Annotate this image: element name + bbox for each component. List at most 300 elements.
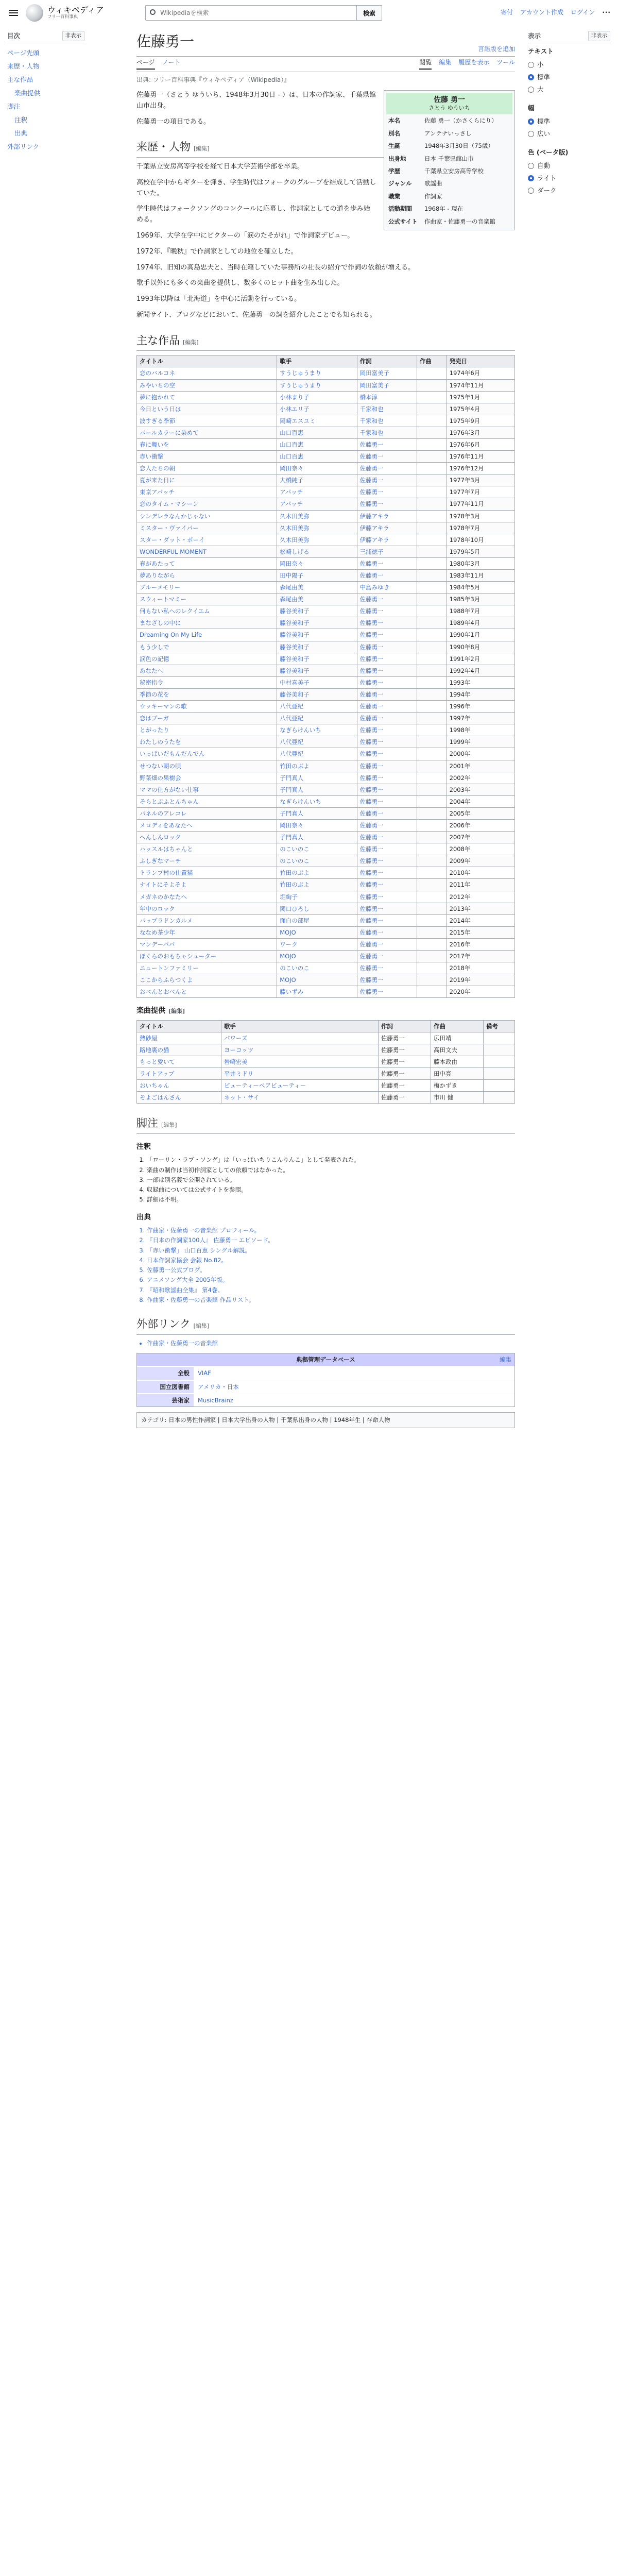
table-cell[interactable] [417, 688, 447, 700]
table-cell[interactable]: ウッキーマンの歌 [137, 701, 277, 713]
table-cell[interactable] [417, 629, 447, 641]
table-cell[interactable] [417, 914, 447, 926]
toc-item[interactable]: 楽曲提供 [14, 89, 41, 97]
table-cell[interactable]: アパッチ [277, 486, 357, 498]
table-cell[interactable]: 八代亜紀 [277, 748, 357, 760]
radio-icon[interactable] [528, 118, 534, 125]
table-cell[interactable]: ブルーメモリー [137, 582, 277, 594]
table-cell[interactable]: 三浦徳子 [357, 546, 417, 557]
site-logo[interactable] [26, 4, 108, 22]
table-cell[interactable]: 岡田奈々 [277, 557, 357, 569]
table-cell[interactable]: マンデーパパ [137, 938, 277, 950]
table-cell[interactable] [417, 879, 447, 891]
table-cell[interactable]: へんしんロック [137, 832, 277, 843]
table-cell[interactable]: 佐藤勇一 [357, 772, 417, 784]
table-cell[interactable]: 田中陽子 [277, 570, 357, 582]
table-cell[interactable]: 藤谷美和子 [277, 653, 357, 665]
works-column-header[interactable]: 作詞 [357, 355, 417, 367]
table-cell[interactable] [417, 510, 447, 522]
table-cell[interactable]: 中村喜美子 [277, 676, 357, 688]
table-cell[interactable]: ぼくらのおもちゃシューター [137, 951, 277, 962]
radio-option[interactable] [528, 160, 610, 172]
table-cell[interactable] [417, 403, 447, 415]
edit-section-link[interactable]: [編集] [168, 1008, 185, 1015]
table-cell[interactable] [417, 463, 447, 474]
table-cell[interactable]: 佐藤勇一 [357, 713, 417, 724]
table-cell[interactable]: ナイトにそよそよ [137, 879, 277, 891]
table-cell[interactable]: 佐藤勇一 [357, 962, 417, 974]
table-cell[interactable]: 佐藤勇一 [357, 463, 417, 474]
add-language-button[interactable]: 言語版を追加 [477, 45, 515, 53]
table-cell[interactable]: 伊藤アキラ [357, 510, 417, 522]
table-cell[interactable]: 佐藤勇一 [357, 438, 417, 450]
table-cell[interactable]: 恋のバルコネ [137, 367, 277, 379]
infobox-row [386, 127, 512, 140]
tab-history[interactable]: 履歴を表示 [458, 58, 490, 66]
table-cell[interactable]: いっぱいだもんだんでん [137, 748, 277, 760]
radio-option[interactable] [528, 172, 610, 184]
table-cell[interactable]: 藤いずみ [277, 986, 357, 998]
table-cell[interactable]: 千家和也 [357, 415, 417, 427]
table-cell[interactable]: 佐藤勇一 [357, 474, 417, 486]
table-cell[interactable] [417, 748, 447, 760]
table-cell[interactable]: ネット・サイ [221, 1092, 378, 1104]
table-cell[interactable]: とがったり [137, 724, 277, 736]
radio-option[interactable] [528, 115, 610, 128]
toc-item[interactable]: 外部リンク [7, 143, 40, 150]
table-cell[interactable]: ヨーコッツ [221, 1044, 378, 1056]
navbox-value[interactable]: VIAF [194, 1366, 514, 1380]
table-cell[interactable]: 大橋純子 [277, 474, 357, 486]
table-cell[interactable] [417, 974, 447, 986]
source-item[interactable]: 5. 佐藤勇一公式ブログ。 [147, 1266, 515, 1275]
works-column-header[interactable]: 作曲 [417, 355, 447, 367]
donate-link[interactable]: 寄付 [501, 9, 513, 16]
table-cell[interactable]: 堀絢子 [277, 891, 357, 903]
more-menu-icon[interactable]: ··· [602, 9, 611, 16]
table-cell[interactable]: 藤谷美和子 [277, 688, 357, 700]
table-cell[interactable]: のこいのこ [277, 855, 357, 867]
table-cell[interactable]: 佐藤勇一 [357, 688, 417, 700]
table-row [137, 438, 515, 450]
table-cell[interactable]: すうじゅうまり [277, 379, 357, 391]
table-cell[interactable]: 東京アパッチ [137, 486, 277, 498]
radio-option[interactable] [528, 71, 610, 83]
table-cell[interactable]: 佐藤勇一 [357, 951, 417, 962]
source-item[interactable]: 2. 『日本の作詞家100人』 佐藤勇一 エピソード。 [147, 1236, 515, 1245]
table-cell[interactable]: メロディをあなたへ [137, 819, 277, 831]
table-cell[interactable] [417, 570, 447, 582]
table-cell[interactable]: 子門真人 [277, 807, 357, 819]
table-cell[interactable]: まなざしの中に [137, 617, 277, 629]
table-cell[interactable]: 佐藤勇一 [357, 570, 417, 582]
table-cell[interactable]: 久木田美弥 [277, 534, 357, 546]
table-cell[interactable] [417, 605, 447, 617]
table-cell[interactable]: ここからふらつくよ [137, 974, 277, 986]
toc-item[interactable]: 脚注 [7, 103, 21, 110]
source-item[interactable]: 1. 作曲家・佐藤勇一の音楽館 プロフィール。 [147, 1226, 515, 1235]
table-cell[interactable]: 佐藤勇一 [357, 594, 417, 605]
appearance-hide-button[interactable]: 非表示 [588, 31, 611, 41]
tab-read[interactable]: 閲覧 [419, 58, 432, 70]
table-cell[interactable]: 子門真人 [277, 784, 357, 795]
table-cell[interactable]: 八代亜紀 [277, 701, 357, 713]
table-cell[interactable]: 千家和也 [357, 427, 417, 438]
table-cell[interactable] [417, 367, 447, 379]
table-cell[interactable] [417, 427, 447, 438]
table-cell[interactable]: 小林まり子 [277, 391, 357, 403]
table-cell[interactable] [417, 617, 447, 629]
table-cell[interactable]: 佐藤勇一 [357, 986, 417, 998]
table-cell[interactable] [417, 557, 447, 569]
table-cell[interactable]: 路地裏の猫 [137, 1044, 221, 1056]
table-cell[interactable]: 佐藤勇一 [357, 760, 417, 772]
table-cell[interactable]: 松崎しげる [277, 546, 357, 557]
table-cell[interactable]: 佐藤勇一 [357, 605, 417, 617]
table-cell[interactable]: 熱砂屋 [137, 1032, 221, 1044]
table-cell[interactable]: 佐藤勇一 [357, 891, 417, 903]
source-item[interactable]: 4. 日本作詞家協会 会報 No.82。 [147, 1256, 515, 1265]
table-cell[interactable] [417, 891, 447, 903]
table-cell[interactable] [417, 951, 447, 962]
radio-option[interactable] [528, 184, 610, 197]
table-cell[interactable] [417, 379, 447, 391]
table-cell[interactable]: 季節の花を [137, 688, 277, 700]
table-cell[interactable]: 佐藤勇一 [357, 867, 417, 879]
main-menu-icon[interactable] [7, 7, 20, 19]
radio-icon[interactable] [528, 175, 534, 181]
table-cell[interactable] [417, 474, 447, 486]
navbox-edit-link[interactable]: 編集 [500, 1355, 511, 1363]
table-cell[interactable]: 佐藤勇一 [357, 926, 417, 938]
table-cell[interactable]: パネルのアレコレ [137, 807, 277, 819]
edit-section-link[interactable]: [編集] [183, 338, 199, 346]
table-cell[interactable]: 藤谷美和子 [277, 665, 357, 676]
table-cell[interactable]: 佐藤勇一 [357, 819, 417, 831]
table-cell[interactable] [417, 665, 447, 676]
table-cell[interactable]: おいちゃん [137, 1080, 221, 1092]
table-cell[interactable]: すうじゅうまり [277, 367, 357, 379]
table-cell[interactable]: 関口ひろし [277, 903, 357, 914]
table-cell[interactable]: 佐藤勇一 [357, 557, 417, 569]
table-cell[interactable]: ライトアップ [137, 1068, 221, 1080]
table-cell[interactable]: 岡田富美子 [357, 367, 417, 379]
search-form [145, 5, 382, 21]
source-item[interactable]: 3. 「赤い衝撃」 山口百恵 シングル解説。 [147, 1246, 515, 1255]
table-cell[interactable]: WONDERFUL MOMENT [137, 546, 277, 557]
table-cell[interactable] [417, 832, 447, 843]
table-cell[interactable]: ハッスルはちゃんと [137, 843, 277, 855]
radio-option[interactable] [528, 83, 610, 96]
table-cell[interactable]: スター・ダット・ボーイ [137, 534, 277, 546]
table-cell[interactable]: なぎらけんいち [277, 795, 357, 807]
table-cell[interactable] [417, 582, 447, 594]
tab-talk[interactable]: ノート [162, 58, 181, 66]
table-cell[interactable]: 佐藤勇一 [357, 807, 417, 819]
source-item[interactable]: 8. 作曲家・佐藤勇一の音楽館 作品リスト。 [147, 1296, 515, 1304]
radio-icon[interactable] [528, 87, 534, 93]
table-cell[interactable]: 小林エリ子 [277, 403, 357, 415]
table-cell[interactable]: 今日という日は [137, 403, 277, 415]
table-cell[interactable]: 佐藤勇一 [357, 748, 417, 760]
table-cell[interactable]: おべんとおべんと [137, 986, 277, 998]
table-cell[interactable]: もっと愛いて [137, 1056, 221, 1068]
external-link[interactable]: • 作曲家・佐藤勇一の音楽館 [147, 1339, 515, 1348]
table-cell[interactable]: 竹田のぶよ [277, 879, 357, 891]
table-cell[interactable]: 千家和也 [357, 403, 417, 415]
table-cell[interactable] [417, 415, 447, 427]
table-cell[interactable]: 竹田のぶよ [277, 867, 357, 879]
table-cell[interactable]: 子門真人 [277, 832, 357, 843]
table-cell[interactable]: 八代亜紀 [277, 736, 357, 748]
table-cell[interactable]: 岡田富美子 [357, 379, 417, 391]
table-cell[interactable]: そらとぶふとんちゃん [137, 795, 277, 807]
table-cell[interactable]: 伊藤アキラ [357, 522, 417, 534]
create-account-link[interactable]: アカウント作成 [520, 9, 563, 16]
table-cell[interactable]: 藤谷美和子 [277, 641, 357, 653]
table-cell[interactable]: 佐藤勇一 [357, 879, 417, 891]
table-cell[interactable]: 赤い衝撃 [137, 451, 277, 463]
navbox-value[interactable]: MusicBrainz [194, 1394, 514, 1406]
table-cell[interactable]: 佐藤勇一 [357, 629, 417, 641]
table-cell[interactable]: せつない朝の唄 [137, 760, 277, 772]
table-cell[interactable] [417, 498, 447, 510]
table-cell[interactable]: 藤谷美和子 [277, 605, 357, 617]
table-cell[interactable] [417, 784, 447, 795]
radio-icon[interactable] [528, 74, 534, 80]
category-links[interactable]: カテゴリ: 日本の男性作詞家 | 日本大学出身の人物 | 千葉県出身の人物 | 1948年生 | 存命人物 [136, 1412, 515, 1428]
table-cell[interactable]: 岡田奈々 [277, 463, 357, 474]
table-cell[interactable] [417, 522, 447, 534]
table-cell[interactable]: そよごはんさん [137, 1092, 221, 1104]
table-cell[interactable]: MOJO [277, 951, 357, 962]
table-cell[interactable]: 面白の部屋 [277, 914, 357, 926]
table-cell[interactable]: スウィートマミー [137, 594, 277, 605]
table-cell[interactable] [417, 938, 447, 950]
radio-icon[interactable] [528, 131, 534, 137]
table-cell: 1985年3月 [447, 594, 514, 605]
table-cell[interactable] [417, 594, 447, 605]
edit-section-link[interactable]: [編集] [194, 145, 210, 152]
edit-section-link[interactable]: [編集] [193, 1323, 210, 1330]
songs-column-header[interactable]: 歌手 [221, 1020, 378, 1032]
table-cell[interactable]: 佐藤勇一 [357, 641, 417, 653]
table-cell[interactable]: 佐藤勇一 [357, 855, 417, 867]
table-cell[interactable] [417, 391, 447, 403]
table-cell[interactable]: 森尾由美 [277, 582, 357, 594]
table-cell[interactable] [417, 451, 447, 463]
radio-icon[interactable] [528, 188, 534, 194]
table-cell[interactable]: ミスター・ヴァイパー [137, 522, 277, 534]
table-cell[interactable]: 恋人たちの朝 [137, 463, 277, 474]
table-cell[interactable]: 伊藤アキラ [357, 534, 417, 546]
source-item[interactable]: 7. 『昭和歌謡曲全集』 第4巻。 [147, 1286, 515, 1295]
table-cell[interactable]: 山口百恵 [277, 427, 357, 438]
table-cell[interactable]: 竹田のぶよ [277, 760, 357, 772]
search-button[interactable]: 検索 [357, 5, 382, 21]
table-cell[interactable]: 森尾由美 [277, 594, 357, 605]
radio-option[interactable] [528, 128, 610, 140]
table-cell[interactable]: のこいのこ [277, 843, 357, 855]
table-cell[interactable] [417, 795, 447, 807]
tab-tools[interactable]: ツール [496, 58, 515, 66]
table-cell[interactable]: 佐藤勇一 [357, 676, 417, 688]
table-cell[interactable]: ママの仕方がない仕事 [137, 784, 277, 795]
table-cell[interactable]: 恋のタイム・マシーン [137, 498, 277, 510]
toc-item[interactable]: ページ先頭 [7, 49, 40, 57]
table-cell[interactable] [417, 855, 447, 867]
table-cell[interactable] [417, 676, 447, 688]
table-cell: 広田靖 [431, 1032, 483, 1044]
edit-section-link[interactable]: [編集] [161, 1122, 177, 1129]
table-cell[interactable] [417, 653, 447, 665]
table-cell[interactable]: 岡崎エスユミ [277, 415, 357, 427]
table-cell[interactable]: 佐藤勇一 [357, 701, 417, 713]
table-cell[interactable]: パワーズ [221, 1032, 378, 1044]
table-cell[interactable]: 恋はブーガ [137, 713, 277, 724]
table-cell[interactable] [417, 701, 447, 713]
table-cell[interactable]: 佐藤勇一 [357, 784, 417, 795]
table-cell[interactable] [417, 807, 447, 819]
table-cell[interactable]: 秘密指令 [137, 676, 277, 688]
table-cell[interactable]: ニュートンファミリー [137, 962, 277, 974]
table-cell[interactable]: メガネのかなたへ [137, 891, 277, 903]
wikipedia-globe-icon [26, 4, 43, 22]
search-input[interactable] [145, 5, 357, 21]
table-cell[interactable]: 久木田美弥 [277, 510, 357, 522]
table-cell[interactable]: 夢に抱かれて [137, 391, 277, 403]
table-cell[interactable]: MOJO [277, 926, 357, 938]
table-cell[interactable] [417, 962, 447, 974]
table-cell[interactable]: 春があたって [137, 557, 277, 569]
table-cell[interactable]: 佐藤勇一 [357, 795, 417, 807]
table-cell[interactable]: のこいのこ [277, 962, 357, 974]
table-cell[interactable]: 佐藤勇一 [357, 843, 417, 855]
table-cell[interactable]: 佐藤勇一 [357, 665, 417, 676]
table-cell[interactable]: パップラドンカルメ [137, 914, 277, 926]
table-cell[interactable]: 中島みゆき [357, 582, 417, 594]
works-column-header[interactable]: 発売日 [447, 355, 514, 367]
table-cell[interactable]: わたしのうたを [137, 736, 277, 748]
table-cell[interactable]: 佐藤勇一 [357, 914, 417, 926]
table-cell[interactable]: あなたへ [137, 665, 277, 676]
table-cell[interactable]: 佐藤勇一 [357, 832, 417, 843]
toc-item[interactable]: 来歴・人物 [7, 62, 40, 70]
table-cell[interactable]: 涙色の記憶 [137, 653, 277, 665]
table-cell[interactable] [417, 724, 447, 736]
table-cell[interactable]: 野菜畑の果樹会 [137, 772, 277, 784]
table-cell[interactable] [417, 641, 447, 653]
table-cell[interactable] [417, 534, 447, 546]
table-cell[interactable]: 藤谷美和子 [277, 617, 357, 629]
table-cell[interactable]: 佐藤勇一 [357, 938, 417, 950]
table-cell[interactable]: トランプ村の仕置猫 [137, 867, 277, 879]
table-cell[interactable] [417, 713, 447, 724]
toc-item[interactable]: 主な作品 [7, 76, 33, 83]
table-cell[interactable]: 何もない私へのレクイエム [137, 605, 277, 617]
works-column-header[interactable]: 歌手 [277, 355, 357, 367]
radio-option[interactable] [528, 59, 610, 71]
table-cell[interactable]: シンデレラなんかじゃない [137, 510, 277, 522]
songs-column-header[interactable]: 備考 [484, 1020, 515, 1032]
table-cell[interactable]: 岩崎宏美 [221, 1056, 378, 1068]
table-cell[interactable]: 子門真人 [277, 772, 357, 784]
table-cell[interactable]: 夏が来た日に [137, 474, 277, 486]
toc-hide-button[interactable]: 非表示 [62, 31, 85, 41]
table-cell[interactable] [417, 760, 447, 772]
table-cell[interactable]: もう少しで [137, 641, 277, 653]
table-cell[interactable] [417, 546, 447, 557]
table-cell[interactable]: 佐藤勇一 [357, 724, 417, 736]
table-cell[interactable]: MOJO [277, 974, 357, 986]
table-cell[interactable]: 佐藤勇一 [357, 498, 417, 510]
navbox-value[interactable]: アメリカ・日本 [194, 1380, 514, 1394]
table-cell[interactable] [417, 903, 447, 914]
table-cell[interactable]: 山口百恵 [277, 451, 357, 463]
table-cell[interactable] [417, 986, 447, 998]
table-cell[interactable]: Dreaming On My Life [137, 629, 277, 641]
table-cell[interactable] [417, 486, 447, 498]
table-cell[interactable]: 佐藤勇一 [357, 974, 417, 986]
table-cell[interactable]: パールカラーに染めて [137, 427, 277, 438]
table-cell[interactable]: 佐藤勇一 [357, 451, 417, 463]
table-cell[interactable]: ふしぎなマーチ [137, 855, 277, 867]
table-cell[interactable]: 佐藤勇一 [357, 653, 417, 665]
table-cell[interactable]: 春に舞いを [137, 438, 277, 450]
table-cell[interactable]: 年中のロック [137, 903, 277, 914]
table-cell[interactable]: 久木田美弥 [277, 522, 357, 534]
songs-column-header[interactable]: 作曲 [431, 1020, 483, 1032]
toc-item[interactable]: 注釈 [14, 116, 28, 124]
table-cell[interactable]: 佐藤勇一 [357, 617, 417, 629]
source-item[interactable]: 6. アニメソング大全 2005年版。 [147, 1276, 515, 1284]
table-cell[interactable]: 佐藤勇一 [357, 736, 417, 748]
toc-item[interactable]: 出典 [14, 129, 28, 137]
table-cell[interactable]: アパッチ [277, 498, 357, 510]
table-cell[interactable]: 平井ミドリ [221, 1068, 378, 1080]
table-cell[interactable]: みやいちの空 [137, 379, 277, 391]
table-cell[interactable] [417, 438, 447, 450]
table-cell[interactable]: ワーク [277, 938, 357, 950]
table-cell[interactable]: ななめ茶少年 [137, 926, 277, 938]
table-cell[interactable]: なぎらけんいち [277, 724, 357, 736]
table-cell[interactable]: 橋本淳 [357, 391, 417, 403]
login-link[interactable]: ログイン [570, 9, 595, 16]
songs-column-header[interactable]: 作詞 [378, 1020, 431, 1032]
table-cell[interactable] [417, 772, 447, 784]
table-cell[interactable]: 藤谷美和子 [277, 629, 357, 641]
table-cell[interactable]: 佐藤勇一 [357, 486, 417, 498]
radio-icon[interactable] [528, 62, 534, 68]
table-cell[interactable] [417, 867, 447, 879]
tab-edit[interactable]: 編集 [439, 58, 452, 66]
tab-page[interactable]: ページ [136, 58, 155, 70]
table-cell[interactable] [417, 736, 447, 748]
table-cell[interactable] [417, 819, 447, 831]
table-cell[interactable]: 八代亜紀 [277, 713, 357, 724]
table-cell[interactable]: 佐藤勇一 [357, 903, 417, 914]
works-column-header[interactable]: タイトル [137, 355, 277, 367]
songs-column-header[interactable]: タイトル [137, 1020, 221, 1032]
table-cell[interactable]: 夢ありながら [137, 570, 277, 582]
radio-icon[interactable] [528, 163, 534, 169]
table-cell[interactable] [417, 843, 447, 855]
table-cell[interactable]: 波すぎる季節 [137, 415, 277, 427]
table-cell[interactable]: 岡田奈々 [277, 819, 357, 831]
table-cell[interactable] [417, 926, 447, 938]
table-cell[interactable]: ビューティーペアビューティー [221, 1080, 378, 1092]
table-cell[interactable]: 山口百恵 [277, 438, 357, 450]
